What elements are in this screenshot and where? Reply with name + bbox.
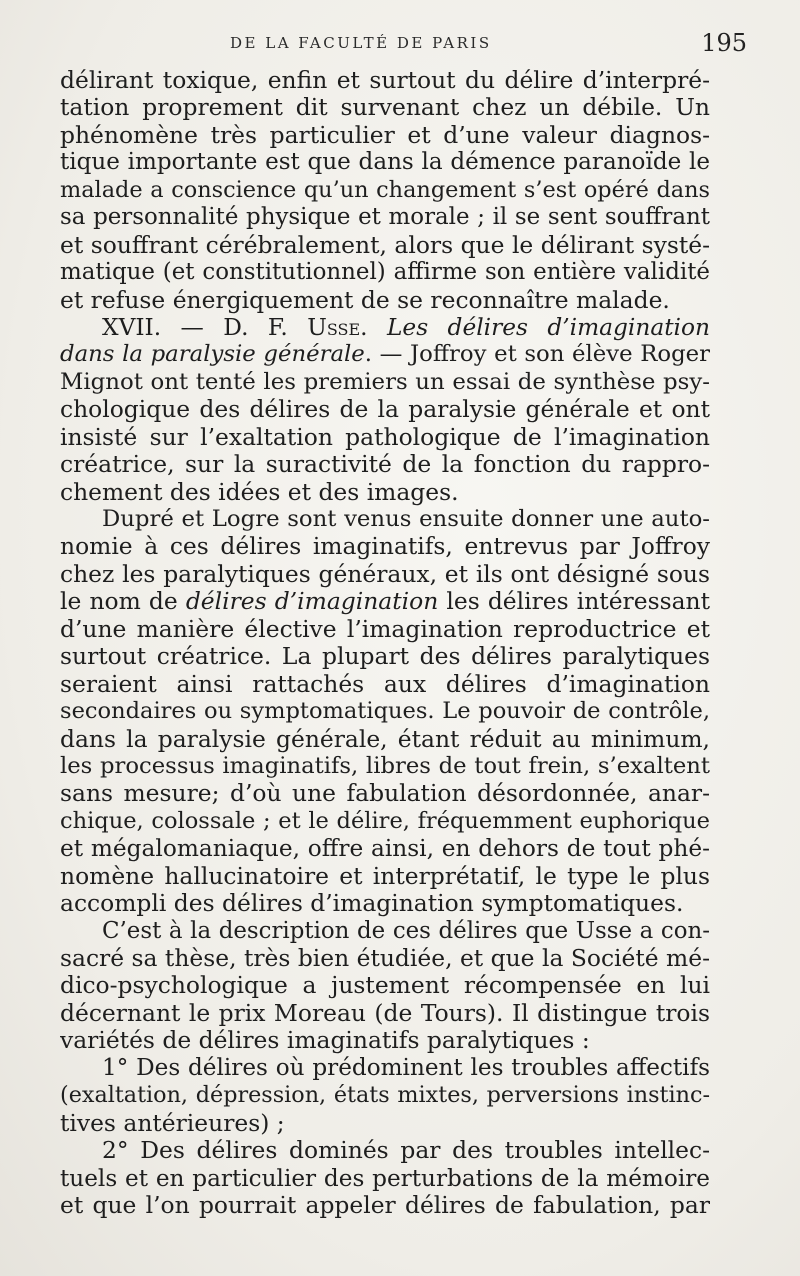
- text-segment: seraient ainsi rattachés aux délires d’imagination: [60, 670, 710, 698]
- text-line: [60, 506, 710, 533]
- text-line: [60, 396, 710, 423]
- text-line: [60, 67, 710, 94]
- text-segment: XVII. — D. F.: [102, 313, 308, 341]
- text-segment: . — Joffroy et son élève Roger: [364, 341, 710, 368]
- text-line: [60, 1192, 710, 1219]
- text-segment: délirant toxique, enfin et surtout du délire d’interpré-: [60, 67, 710, 94]
- text-segment: malade a conscience qu’un changement s’est opéré dans: [60, 176, 710, 203]
- text-line: [60, 835, 710, 862]
- text-line: [60, 1082, 710, 1109]
- text-line: [60, 808, 710, 835]
- text-line: [60, 314, 710, 341]
- text-line: [60, 780, 710, 807]
- text-segment: chique, colossale ; et le délire, fréquemment euphorique: [60, 807, 710, 834]
- text-segment: et mégalomaniaque, offre ainsi, en dehors de tout phé-: [60, 835, 710, 863]
- text-segment: phénomène très particulier et d’une valeur diagnos-: [60, 121, 710, 149]
- text-segment: nomie à ces délires imaginatifs, entrevus par Joffroy: [60, 533, 710, 561]
- text-line: [60, 451, 710, 478]
- text-line: [60, 561, 710, 588]
- text-segment: les processus imaginatifs, libres de tout frein, s’exaltent: [60, 752, 710, 779]
- text-line: [60, 698, 710, 725]
- page-header: [60, 29, 747, 66]
- small-caps-text: Usse: [307, 313, 361, 341]
- text-segment: (exaltation, dépression, états mixtes, perversions instinc-: [60, 1082, 710, 1109]
- text-line: [60, 972, 710, 999]
- text-line: [60, 149, 710, 176]
- page-number: 195: [701, 29, 747, 57]
- text-segment: nomène hallucinatoire et interprétatif, le type le plus: [60, 862, 710, 890]
- text-segment: tives antérieures) ;: [60, 1109, 285, 1137]
- text-segment: accompli des délires d’imagination symptomatiques.: [60, 890, 684, 918]
- text-line: [60, 753, 710, 780]
- text-segment: tuels et en particulier des perturbations de la mémoire: [60, 1164, 710, 1192]
- text-segment: dans la paralysie générale, étant réduit au minimum,: [60, 725, 710, 753]
- running-head: DE LA FACULTÉ DE PARIS: [230, 34, 492, 52]
- text-line: [60, 204, 710, 231]
- text-segment: dico-psychologique a justement récompensée en lui: [60, 972, 710, 1000]
- text-line: [60, 533, 710, 560]
- text-line: [60, 1055, 710, 1082]
- text-line: [60, 259, 710, 286]
- text-segment: insisté sur l’exaltation pathologique de l’imagination: [60, 423, 710, 451]
- body-text: [60, 67, 710, 1219]
- text-segment: tation proprement dit survenant chez un débile. Un: [60, 94, 710, 122]
- italic-text: délires d’imagination: [185, 588, 439, 616]
- text-line: [60, 1137, 710, 1164]
- text-line: [60, 726, 710, 753]
- text-line: [60, 94, 710, 121]
- text-segment: chement des idées et des images.: [60, 478, 459, 506]
- text-segment: décernant le prix Moreau (de Tours). Il distingue trois: [60, 999, 710, 1027]
- text-line: [60, 1000, 710, 1027]
- italic-text: dans la paralysie générale: [60, 341, 365, 368]
- text-segment: secondaires ou symptomatiques. Le pouvoir de contrôle,: [60, 698, 710, 725]
- text-segment: sacré sa thèse, très bien étudiée, et que la Société mé-: [60, 945, 710, 972]
- text-line: [60, 588, 710, 615]
- text-line: [60, 424, 710, 451]
- text-line: [60, 616, 710, 643]
- text-segment: chez les paralytiques généraux, et ils ont désigné sous: [60, 560, 710, 588]
- text-segment: les délires intéressant: [438, 588, 710, 616]
- text-segment: et que l’on pourrait appeler délires de fabulation, par: [60, 1191, 710, 1219]
- text-segment: Dupré et Logre sont venus ensuite donner une auto-: [102, 506, 710, 532]
- text-line: [60, 122, 710, 149]
- text-segment: 1° Des délires où prédominent les troubles affectifs: [102, 1054, 710, 1081]
- text-segment: chologique des délires de la paralysie générale et ont: [60, 396, 710, 424]
- text-segment: .: [360, 313, 387, 341]
- text-segment: surtout créatrice. La plupart des délires paralytiques: [60, 643, 710, 671]
- text-line: [60, 863, 710, 890]
- text-line: [60, 341, 710, 368]
- text-line: [60, 287, 710, 314]
- text-line: [60, 890, 710, 917]
- text-line: [60, 918, 710, 945]
- text-line: [60, 232, 710, 259]
- italic-text: Les délires d’imagination: [386, 313, 710, 341]
- text-line: [60, 671, 710, 698]
- text-segment: C’est à la description de ces délires que Usse a con-: [102, 917, 710, 944]
- text-segment: sans mesure; d’où une fabulation désordonnée, anar-: [60, 780, 710, 808]
- text-segment: et refuse énergiquement de se reconnaître malade.: [60, 286, 670, 314]
- text-segment: matique (et constitutionnel) affirme son entière validité: [60, 259, 710, 286]
- text-segment: créatrice, sur la suractivité de la fonction du rappro-: [60, 451, 710, 479]
- text-line: [60, 643, 710, 670]
- text-segment: 2° Des délires dominés par des troubles intellec-: [102, 1137, 710, 1165]
- text-line: [60, 369, 710, 396]
- text-line: [60, 1027, 710, 1054]
- text-line: [60, 177, 710, 204]
- text-segment: d’une manière élective l’imagination reproductrice et: [60, 615, 710, 643]
- text-segment: variétés de délires imaginatifs paralytiques :: [60, 1027, 590, 1055]
- text-segment: et souffrant cérébralement, alors que le délirant systé-: [60, 231, 710, 259]
- text-segment: Mignot ont tenté les premiers un essai de synthèse psy-: [60, 368, 710, 395]
- text-segment: sa personnalité physique et morale ; il se sent souffrant: [60, 204, 710, 231]
- text-segment: le nom de: [60, 588, 186, 616]
- text-line: [60, 1110, 710, 1137]
- text-line: [60, 1165, 710, 1192]
- text-line: [60, 945, 710, 972]
- text-line: [60, 479, 710, 506]
- text-segment: tique importante est que dans la démence paranoïde le: [60, 149, 710, 176]
